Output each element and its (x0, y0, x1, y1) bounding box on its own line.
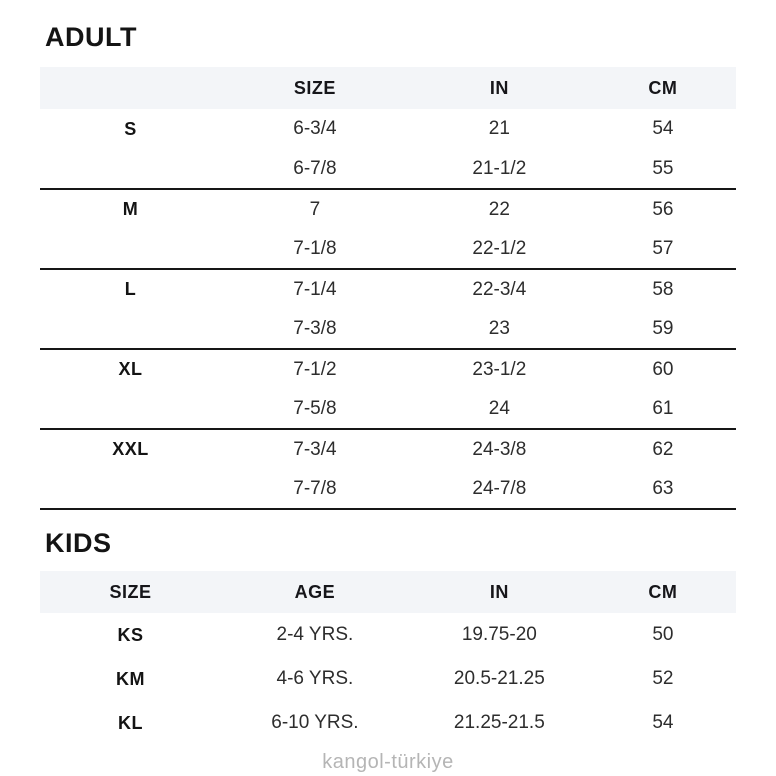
column-header-size: SIZE (109, 581, 152, 602)
size-label-cell: L (124, 279, 137, 299)
table-row (40, 309, 736, 349)
kids-table-header (40, 571, 736, 613)
table-row (40, 701, 736, 745)
size-label-cell (40, 469, 221, 509)
watermark-text: kangol-türkiye (322, 751, 454, 773)
hat-size-cell: 7-1/2 (293, 358, 337, 380)
hat-size-cell: 7-1/8 (293, 237, 337, 259)
inches-cell: 22-1/2 (472, 237, 527, 259)
age-cell: 2-4 YRS. (276, 624, 354, 645)
table-row (40, 109, 736, 149)
hat-size-cell: 7-7/8 (293, 477, 337, 499)
adult-table-header (40, 67, 736, 109)
table-row (40, 349, 736, 389)
size-label-cell: M (122, 199, 139, 219)
inches-cell: 23 (488, 317, 510, 339)
size-label-cell: KM (115, 668, 145, 689)
column-header-cm: CM (648, 77, 678, 98)
cm-cell: 62 (652, 438, 674, 460)
table-row (40, 429, 736, 469)
inches-cell: 24-7/8 (472, 477, 527, 499)
table-row (40, 269, 736, 309)
size-label-cell: KL (117, 712, 143, 733)
hat-size-cell: 6-7/8 (293, 157, 337, 179)
inches-cell: 21 (488, 118, 510, 139)
header-row (40, 571, 736, 613)
age-cell: 4-6 YRS. (276, 668, 354, 689)
hat-size-cell: 7-5/8 (293, 397, 337, 419)
table-row (40, 613, 736, 657)
size-label-cell: S (124, 118, 137, 139)
inches-cell: 20.5-21.25 (453, 668, 545, 689)
hat-size-cell: 7 (309, 198, 321, 220)
inches-cell: 24 (488, 397, 510, 419)
table-row (40, 657, 736, 701)
age-cell: 6-10 YRS. (271, 712, 359, 733)
adult-size-table (40, 67, 736, 510)
inches-cell: 22-3/4 (472, 278, 527, 300)
table-row (40, 189, 736, 229)
table-row (40, 469, 736, 509)
kids-size-table (40, 571, 736, 745)
hat-size-cell: 6-3/4 (293, 118, 337, 139)
column-header-age: AGE (294, 581, 336, 602)
hat-size-cell: 7-3/8 (293, 317, 337, 339)
cm-cell: 60 (652, 358, 674, 380)
size-label-cell (40, 389, 221, 429)
size-label-cell: XXL (112, 439, 149, 459)
size-label-cell (40, 229, 221, 269)
cm-cell: 56 (652, 198, 674, 220)
cm-cell: 61 (652, 397, 674, 419)
column-header-in: IN (489, 581, 509, 602)
hat-size-cell: 7-1/4 (293, 278, 337, 300)
inches-cell: 21-1/2 (472, 157, 527, 179)
cm-cell: 57 (652, 237, 674, 259)
size-label-cell (40, 309, 221, 349)
cm-cell: 63 (652, 477, 674, 499)
header-row (40, 67, 736, 109)
column-header-in: IN (489, 77, 509, 98)
table-row (40, 149, 736, 189)
cm-cell: 59 (652, 317, 674, 339)
inches-cell: 23-1/2 (472, 358, 527, 380)
cm-cell: 54 (652, 712, 674, 733)
kids-section-title: KIDS (45, 528, 112, 558)
size-label-cell (40, 149, 221, 189)
cm-cell: 50 (652, 624, 674, 645)
column-header-blank (40, 67, 221, 109)
size-label-cell: XL (118, 359, 143, 379)
table-row (40, 389, 736, 429)
table-row (40, 229, 736, 269)
inches-cell: 22 (488, 198, 510, 220)
cm-cell: 54 (652, 118, 674, 139)
cm-cell: 52 (652, 668, 674, 689)
inches-cell: 24-3/8 (472, 438, 527, 460)
adult-section-title: ADULT (45, 22, 137, 52)
hat-size-cell: 7-3/4 (293, 438, 337, 460)
cm-cell: 58 (652, 278, 674, 300)
column-header-cm: CM (648, 581, 678, 602)
inches-cell: 21.25-21.5 (453, 712, 545, 733)
inches-cell: 19.75-20 (461, 624, 537, 645)
cm-cell: 55 (652, 157, 674, 179)
size-label-cell: KS (117, 624, 144, 645)
column-header-size: SIZE (293, 77, 336, 98)
